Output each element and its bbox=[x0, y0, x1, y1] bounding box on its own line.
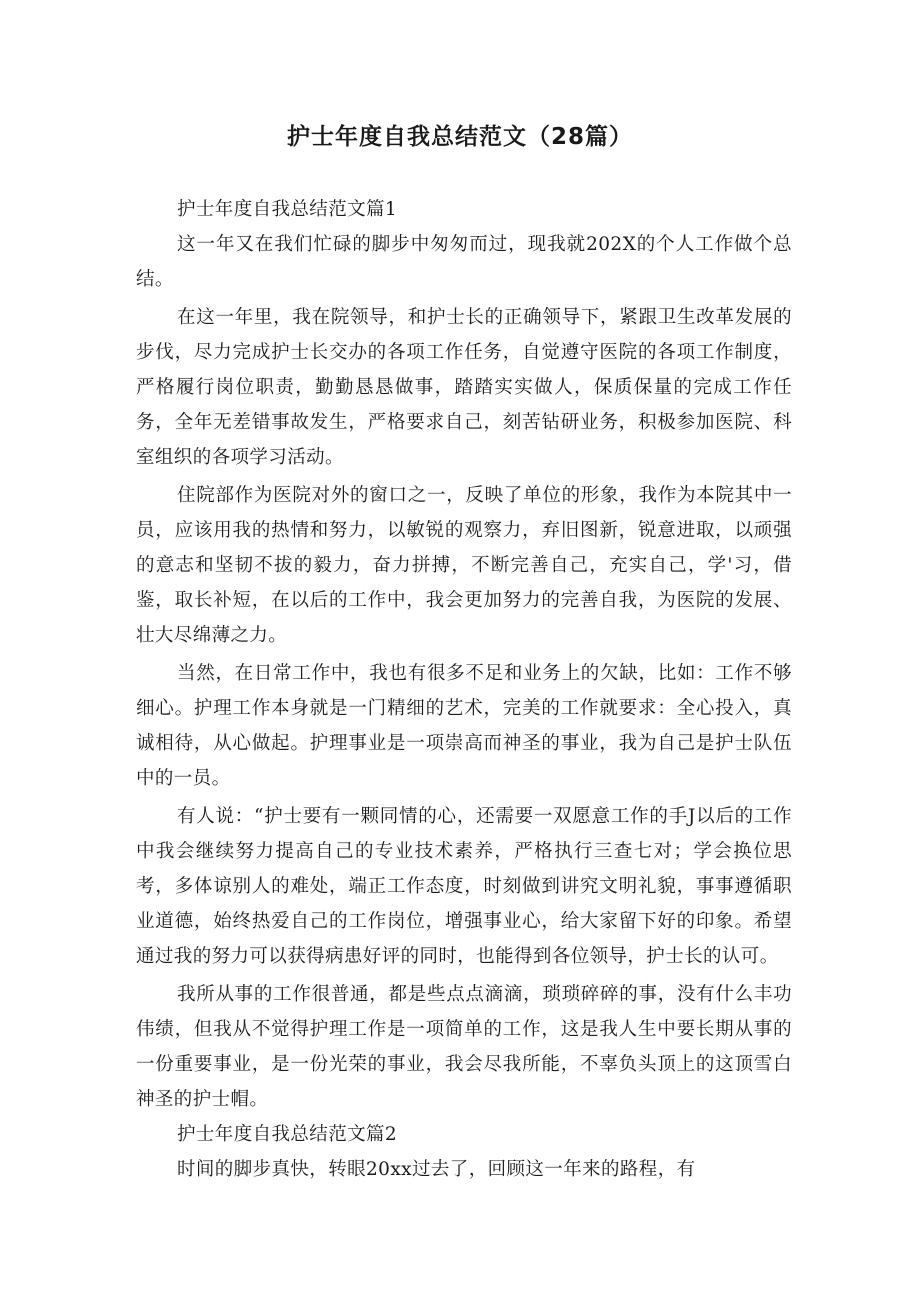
paragraph: 时间的脚步真快，转眼20xx过去了，回顾这一年来的路程，有 bbox=[177, 1159, 696, 1180]
section-heading-1: 护士年度自我总结范文篇1 bbox=[177, 199, 398, 220]
paragraph: 我所从事的工作很普通，都是些点点滴滴，琐琐碎碎的事，没有什么丰功伟绩，但我从不觉得护理工作是一项简单的工作，这是我人生中要长期从事的一份重要事业，是一份光荣的事业，我会尽我所能，不辜负头顶上的这顶雪白神圣的护士帽。 bbox=[136, 984, 792, 1110]
document-title: 护士年度自我总结范文（28篇） bbox=[286, 124, 633, 150]
paragraph: 有人说：“护士要有一颗同情的心，还需要一双愿意工作的手J以后的工作中我会继续努力提高自己的专业技术素养，严格执行三查七对；学会换位思考，多体谅别人的难处，端正工作态度，时刻做到讲究文明礼貌，事事遵循职业道德，始终热爱自己的工作岗位，增强事业心，给大家留下好的印象。希望通过我的努力可以获得病患好评的同时，也能得到各位领导，护士长的认可。 bbox=[136, 806, 792, 967]
document-body bbox=[136, 192, 792, 1187]
paragraph: 住院部作为医院对外的窗口之一，反映了单位的形象，我作为本院其中一员，应该用我的热情和努力，以敏锐的观察力，弃旧图新，锐意进取，以顽强的意志和坚韧不拔的毅力，奋力拼搏，不断完善自己，充实自己，学'习，借鉴，取长补短，在以后的工作中，我会更加努力的完善自我，为医院的发展、壮大尽绵薄之力。 bbox=[136, 485, 792, 646]
section-heading-2: 护士年度自我总结范文篇2 bbox=[177, 1124, 398, 1145]
paragraph: 当然，在日常工作中，我也有很多不足和业务上的欠缺，比如：工作不够细心。护理工作本身就是一门精细的艺术，完美的工作就要求：全心投入，真诚相待，从心做起。护理事业是一项崇高而神圣的事业，我为自己是护士队伍中的一员。 bbox=[136, 663, 792, 789]
paragraph: 这一年又在我们忙碌的脚步中匆匆而过，现我就202X的个人工作做个总结。 bbox=[136, 234, 792, 290]
paragraph: 在这一年里，我在院领导，和护士长的正确领导下，紧跟卫生改革发展的步伐，尽力完成护士长交办的各项工作任务，自觉遵守医院的各项工作制度，严格履行岗位职责，勤勤恳恳做事，踏踏实实做人，保质保量的完成工作任务，全年无差错事故发生，严格要求自己，刻苦钻研业务，积极参加医院、科室组织的各项学习活动。 bbox=[136, 307, 792, 468]
